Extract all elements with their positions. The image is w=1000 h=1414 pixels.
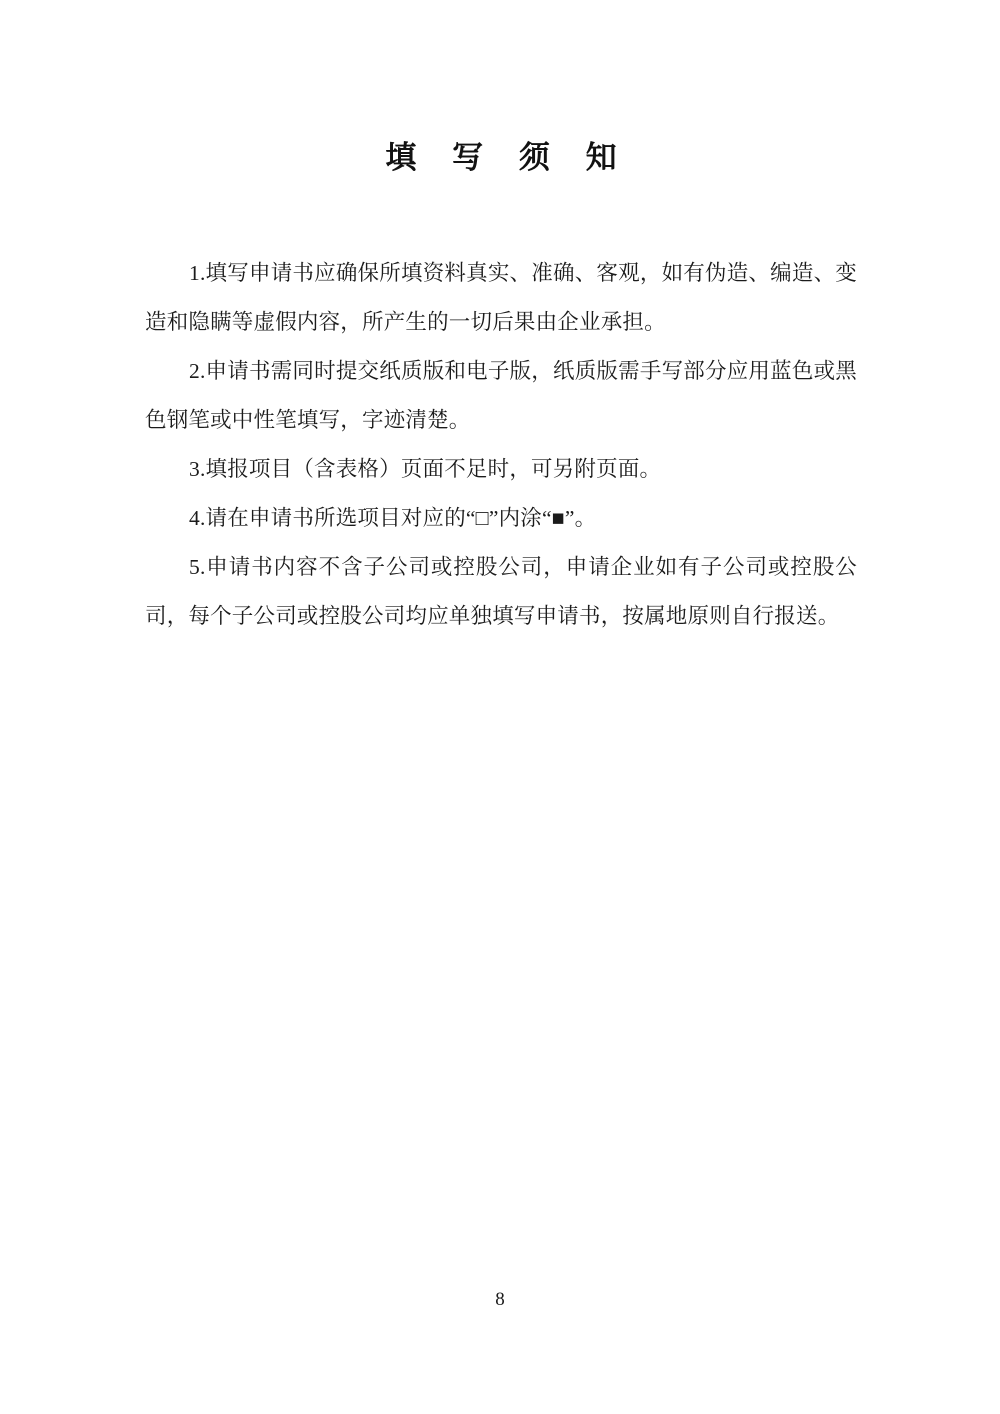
notice-item-4: 4.请在申请书所选项目对应的“□”内涂“■”。 [189,506,597,530]
notice-item-5: 5.申请书内容不含子公司或控股公司，申请企业如有子公司或控股公司，每个子公司或控股公司均应单独填写申请书，按属地原则自行报送。 [145,555,857,628]
notice-item-1: 1.填写申请书应确保所填资料真实、准确、客观，如有伪造、编造、变造和隐瞒等虚假内容，所产生的一切后果由企业承担。 [145,261,857,334]
notice-item-3: 3.填报项目（含表格）页面不足时，可另附页面。 [189,457,662,481]
page-title: 填 写 须 知 [385,140,631,175]
page-content [145,0,857,641]
notice-list [145,249,857,641]
notice-item-2: 2.申请书需同时提交纸质版和电子版，纸质版需手写部分应用蓝色或黑色钢笔或中性笔填写，字迹清楚。 [145,359,857,432]
page-number: 8 [495,1289,505,1310]
